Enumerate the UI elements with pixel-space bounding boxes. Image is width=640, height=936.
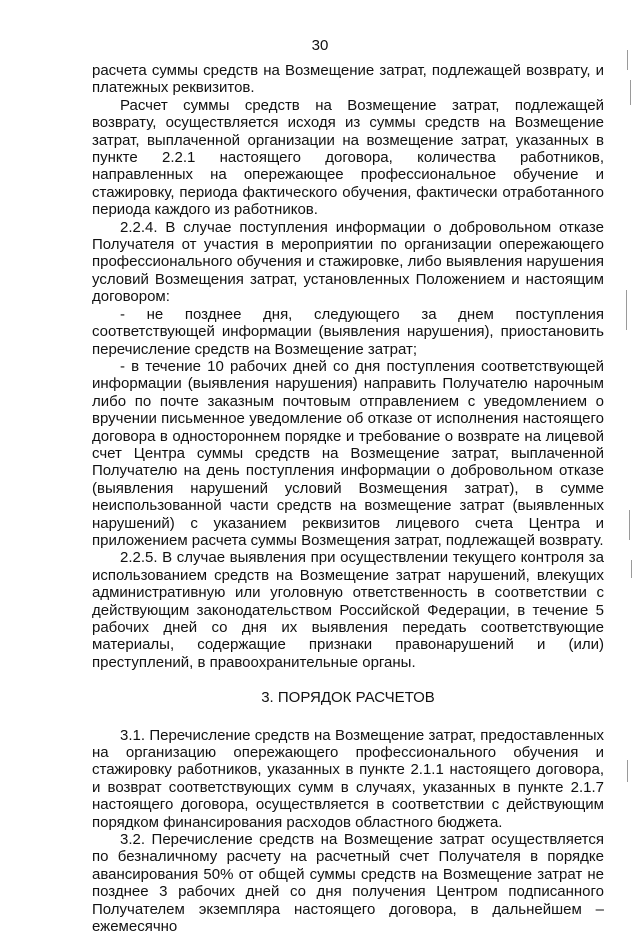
paragraph: расчета суммы средств на Возмещение затрат, подлежащей возврату, и платежных реквизитов. xyxy=(92,62,604,97)
page-number: 30 xyxy=(311,37,329,54)
paragraph-2-2-5: 2.2.5. В случае выявления при осуществлении текущего контроля за использованием средств на Возмещение затрат нарушений, влекущих административную или уголовную ответственность в соответствии с действующим законодательством Российской Федерации, в течение 5 рабочих дней со дня их выявления передать соответствующие материалы, содержащие признаки правонарушений и (или) преступлений, в правоохранительные органы. xyxy=(92,549,604,671)
paragraph-3-1: 3.1. Перечисление средств на Возмещение затрат, предоставленных на организацию опережающего профессионального обучения и стажировку работников, указанных в пункте 2.1.1 настоящего договора, и возврат соответствующих сумм в случаях, указанных в пункте 2.1.7 настоящего договора, осуществляется в соответствии с действующим порядком финансирования расходов областного бюджета. xyxy=(92,726,604,831)
section-heading: 3. ПОРЯДОК РАСЧЕТОВ xyxy=(261,689,435,707)
paragraph-3-2: 3.2. Перечисление средств на Возмещение затрат осуществляется по безналичному расчету на расчетный счет Получателя в порядке авансирования 50% от общей суммы средств на Возмещение затрат не позднее 3 рабочих дней со дня получения Центром подписанного Получателем экземпляра настоящего договора, в дальнейшем – ежемесячно xyxy=(92,831,604,936)
document-body xyxy=(92,62,604,936)
list-item: - в течение 10 рабочих дней со дня поступления соответствующей информации (выявления нарушения) направить Получателю нарочным либо по почте заказным почтовым отправлением с уведомлением о вручении письменное уведомление об отказе от исполнения настоящего договора в одностороннем порядке и требование о возврате на лицевой счет Центра суммы средств на Возмещение затрат, выплаченной Получателю на день поступления информации о добровольном отказе (выявления нарушений условий Возмещения затрат), в сумме неиспользованной части средств на возмещение затрат (выявленных нарушений) с указанием реквизитов лицевого счета Центра и приложением расчета суммы Возмещения затрат, подлежащей возврату. xyxy=(92,357,604,549)
list-item: - не позднее дня, следующего за днем поступления соответствующей информации (выявления нарушения), приостановить перечисление средств на Возмещение затрат; xyxy=(92,305,604,358)
paragraph: Расчет суммы средств на Возмещение затрат, подлежащей возврату, осуществляется исходя из суммы средств на Возмещение затрат, выплаченной организации на возмещение затрат, указанных в пункте 2.2.1 настоящего договора, количества работников, направленных на опережающее профессиональное обучение и стажировку, периода фактического обучения, фактически отработанного периода каждого из работников. xyxy=(92,96,604,219)
paragraph-2-2-4: 2.2.4. В случае поступления информации о добровольном отказе Получателя от участия в мероприятии по организации опережающего профессионального обучения и стажировке, либо выявления нарушения условий Возмещения затрат, установленных Положением и настоящим договором: xyxy=(92,218,604,306)
paragraphs-before xyxy=(92,62,604,671)
paragraphs-after xyxy=(92,727,604,936)
